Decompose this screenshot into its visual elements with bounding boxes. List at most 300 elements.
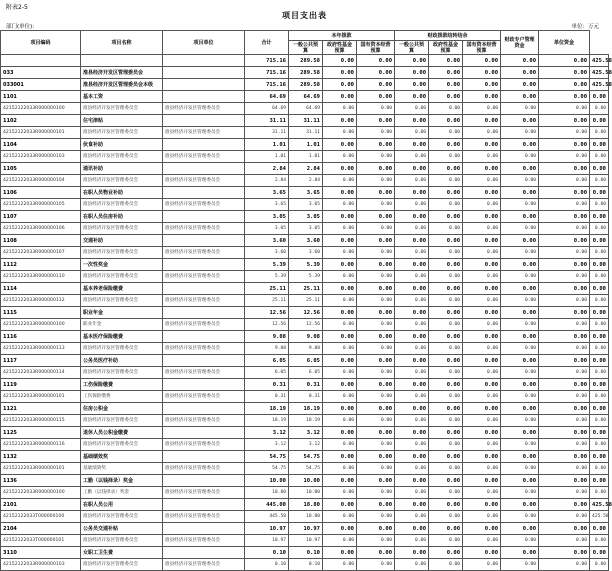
- cell-amount: 0.00: [429, 283, 463, 295]
- cell-amount: 0.00: [539, 475, 590, 487]
- cell-proj-code: 1105: [1, 163, 81, 175]
- cell-proj-code: 1119: [1, 379, 81, 391]
- cell-amount: 2.84: [289, 175, 323, 187]
- cell-proj-name: 基础绩效奖: [81, 463, 163, 475]
- cell-amount: 0.00: [357, 211, 395, 223]
- cell-amount: 0.00: [590, 247, 609, 259]
- cell-amount: 0.00: [501, 475, 539, 487]
- cell-amount: 0.00: [539, 559, 590, 571]
- table-row-category: [1, 79, 609, 91]
- table-row-item: [1, 199, 609, 211]
- table-row-item: [1, 223, 609, 235]
- cell-amount: 0.00: [429, 163, 463, 175]
- cell-proj-name: [81, 55, 163, 67]
- cell-amount: 0.00: [357, 355, 395, 367]
- table-row-item: [1, 175, 609, 187]
- cell-amount: 0.00: [463, 259, 501, 271]
- cell-amount: 0.00: [539, 331, 590, 343]
- cell-amount: 0.00: [323, 163, 357, 175]
- table-row-item: [1, 295, 609, 307]
- cell-proj-code: 42152122033R000000100: [1, 487, 81, 499]
- cell-amount: 289.58: [289, 79, 323, 91]
- cell-amount: 0.00: [463, 67, 501, 79]
- cell-amount: 0.00: [463, 127, 501, 139]
- cell-amount: 0.00: [501, 67, 539, 79]
- cell-amount: 0.00: [463, 235, 501, 247]
- cell-amount: 0.00: [429, 439, 463, 451]
- cell-amount: 0.00: [463, 175, 501, 187]
- cell-proj-name: 职业年金: [81, 319, 163, 331]
- cell-amount: 3.60: [245, 235, 289, 247]
- cell-amount: 0.00: [501, 79, 539, 91]
- cell-proj-unit: [163, 115, 245, 127]
- table-row-category: [1, 403, 609, 415]
- cell-proj-unit: 淮县经济开发区管理委员会: [163, 415, 245, 427]
- cell-amount: 0.00: [323, 535, 357, 547]
- cell-amount: 0.00: [501, 175, 539, 187]
- cell-amount: 0.00: [323, 427, 357, 439]
- cell-amount: 0.00: [463, 307, 501, 319]
- cell-amount: 0.00: [463, 499, 501, 511]
- cell-amount: 0.00: [463, 379, 501, 391]
- cell-amount: 5.39: [289, 271, 323, 283]
- cell-amount: 12.56: [245, 319, 289, 331]
- cell-amount: 0.00: [501, 259, 539, 271]
- cell-amount: 0.00: [323, 319, 357, 331]
- cell-amount: 0.00: [323, 91, 357, 103]
- cell-amount: 0.00: [323, 151, 357, 163]
- cell-proj-code: 1112: [1, 259, 81, 271]
- cell-proj-name: 一次性奖金: [81, 259, 163, 271]
- cell-amount: 0.00: [429, 547, 463, 559]
- cell-amount: 25.11: [245, 295, 289, 307]
- cell-amount: 0.00: [590, 175, 609, 187]
- cell-proj-unit: 淮县经济开发区管理委员会: [163, 319, 245, 331]
- cell-amount: 0.00: [429, 235, 463, 247]
- cell-amount: 3.12: [245, 439, 289, 451]
- cell-amount: 0.00: [590, 535, 609, 547]
- table-row-category: [1, 355, 609, 367]
- table-row-category: [1, 115, 609, 127]
- cell-amount: 0.00: [429, 511, 463, 523]
- table-row-category: [1, 307, 609, 319]
- cell-proj-name: 工勤（以钱择录）奖金: [81, 487, 163, 499]
- cell-amount: 0.10: [245, 559, 289, 571]
- cell-amount: 0.00: [501, 415, 539, 427]
- cell-proj-unit: [163, 79, 245, 91]
- cell-amount: 10.97: [245, 535, 289, 547]
- cell-proj-code: 1102: [1, 115, 81, 127]
- cell-amount: 0.00: [429, 151, 463, 163]
- cell-amount: 0.00: [539, 139, 590, 151]
- cell-amount: 0.00: [395, 403, 429, 415]
- cell-amount: 0.00: [501, 523, 539, 535]
- cell-amount: 0.00: [323, 343, 357, 355]
- cell-amount: 0.10: [289, 559, 323, 571]
- cell-amount: 2.84: [289, 163, 323, 175]
- cell-amount: 0.00: [357, 127, 395, 139]
- cell-proj-unit: 淮县经济开发区管理委员会: [163, 391, 245, 403]
- cell-amount: 0.00: [357, 499, 395, 511]
- cell-amount: 9.08: [289, 331, 323, 343]
- cell-amount: 0.00: [501, 91, 539, 103]
- cell-amount: 5.39: [245, 271, 289, 283]
- table-row-category: [1, 139, 609, 151]
- cell-proj-name: 淮县经济开发区管理委员会: [81, 271, 163, 283]
- cell-proj-name: 基本医疗保险缴费: [81, 331, 163, 343]
- cell-amount: 0.00: [501, 547, 539, 559]
- table-row-category: [1, 475, 609, 487]
- cell-amount: 289.58: [289, 67, 323, 79]
- cell-proj-name: 交通补助: [81, 235, 163, 247]
- cell-amount: 0.00: [395, 55, 429, 67]
- cell-proj-unit: 淮县经济开发区管理委员会: [163, 295, 245, 307]
- cell-amount: 9.08: [289, 343, 323, 355]
- cell-amount: 0.00: [501, 211, 539, 223]
- cell-amount: 3.12: [245, 427, 289, 439]
- project-expenditure-table: [0, 30, 612, 571]
- cell-amount: 0.00: [429, 223, 463, 235]
- cell-amount: 0.00: [395, 547, 429, 559]
- cell-proj-unit: [163, 547, 245, 559]
- cell-amount: 0.00: [429, 199, 463, 211]
- cell-amount: 0.00: [539, 451, 590, 463]
- cell-amount: 0.00: [501, 283, 539, 295]
- cell-amount: 10.97: [289, 535, 323, 547]
- cell-amount: 0.00: [590, 223, 609, 235]
- cell-amount: 0.00: [323, 211, 357, 223]
- cell-proj-unit: 淮县经济开发区管理委员会: [163, 439, 245, 451]
- cell-amount: 0.00: [463, 355, 501, 367]
- table-row-item: [1, 439, 609, 451]
- col-current-year: 本年拨款: [289, 31, 395, 41]
- cell-amount: 0.00: [501, 403, 539, 415]
- cell-amount: 0.00: [357, 175, 395, 187]
- cell-amount: 54.75: [289, 463, 323, 475]
- cell-amount: 0.00: [395, 115, 429, 127]
- cell-proj-code: 1121: [1, 403, 81, 415]
- cell-amount: 0.00: [590, 559, 609, 571]
- cell-amount: 0.00: [429, 187, 463, 199]
- cell-amount: 0.00: [590, 319, 609, 331]
- cell-amount: 0.00: [395, 559, 429, 571]
- cell-amount: 0.00: [539, 235, 590, 247]
- cell-amount: 0.00: [357, 319, 395, 331]
- cell-amount: 0.00: [323, 487, 357, 499]
- cell-amount: 0.00: [395, 235, 429, 247]
- cell-amount: 0.00: [323, 67, 357, 79]
- cell-proj-code: 2101: [1, 499, 81, 511]
- cell-amount: 0.00: [539, 271, 590, 283]
- cell-amount: 0.00: [429, 499, 463, 511]
- cell-amount: 0.00: [590, 439, 609, 451]
- cell-amount: 0.00: [590, 427, 609, 439]
- cell-proj-code: 1136: [1, 475, 81, 487]
- cell-amount: 0.00: [323, 475, 357, 487]
- cell-amount: 31.11: [289, 115, 323, 127]
- cell-amount: 0.00: [395, 127, 429, 139]
- cell-amount: 18.19: [289, 403, 323, 415]
- cell-amount: 12.56: [289, 319, 323, 331]
- cell-amount: 9.08: [245, 343, 289, 355]
- cell-amount: 0.00: [501, 295, 539, 307]
- col-special-account: 财政专户管理资金: [501, 31, 539, 55]
- cell-amount: 0.00: [590, 271, 609, 283]
- cell-amount: 0.00: [429, 463, 463, 475]
- table-row-item: [1, 127, 609, 139]
- cell-amount: 0.00: [395, 151, 429, 163]
- cell-amount: 0.00: [539, 355, 590, 367]
- col-gen-budget: 一般公共预算: [289, 41, 323, 55]
- cell-amount: 0.00: [539, 259, 590, 271]
- cell-amount: 0.00: [501, 391, 539, 403]
- table-row-category: [1, 523, 609, 535]
- cell-amount: 0.00: [463, 187, 501, 199]
- cell-proj-unit: 淮县经济开发区管理委员会: [163, 343, 245, 355]
- cell-proj-name: 住房公积金: [81, 403, 163, 415]
- cell-amount: 5.39: [245, 259, 289, 271]
- cell-amount: 0.00: [357, 199, 395, 211]
- cell-amount: 0.00: [539, 511, 590, 523]
- table-row-item: [1, 511, 609, 523]
- cell-amount: 0.00: [323, 115, 357, 127]
- cell-amount: 54.75: [245, 451, 289, 463]
- cell-proj-name: 淮县经济开发区管理委员会: [81, 559, 163, 571]
- cell-proj-unit: 淮县经济开发区管理委员会: [163, 223, 245, 235]
- cell-amount: 0.00: [590, 187, 609, 199]
- cell-proj-unit: [163, 283, 245, 295]
- cell-proj-unit: 淮县经济开发区管理委员会: [163, 535, 245, 547]
- cell-amount: 0.00: [429, 79, 463, 91]
- table-row-item: [1, 103, 609, 115]
- cell-amount: 0.00: [539, 103, 590, 115]
- cell-proj-name: 淮县经济开发区管理委员会: [81, 223, 163, 235]
- cell-proj-unit: [163, 67, 245, 79]
- cell-proj-code: 42152122033R000000105: [1, 199, 81, 211]
- cell-amount: 0.00: [357, 475, 395, 487]
- cell-amount: 0.00: [539, 223, 590, 235]
- cell-proj-code: 033001: [1, 79, 81, 91]
- cell-amount: 0.00: [429, 127, 463, 139]
- cell-amount: 0.00: [463, 163, 501, 175]
- table-row-category: [1, 499, 609, 511]
- cell-proj-name: 淮县经济开发区管理委员会: [81, 247, 163, 259]
- cell-amount: 0.00: [429, 103, 463, 115]
- col-proj-name: 项目名称: [81, 31, 163, 55]
- cell-proj-unit: [163, 331, 245, 343]
- cell-proj-code: 1125: [1, 427, 81, 439]
- cell-amount: 0.00: [429, 415, 463, 427]
- table-row-category: [1, 331, 609, 343]
- cell-amount: 0.00: [463, 487, 501, 499]
- cell-amount: 0.00: [395, 79, 429, 91]
- cell-amount: 425.58: [590, 79, 609, 91]
- cell-amount: 0.00: [357, 391, 395, 403]
- cell-amount: 0.00: [395, 475, 429, 487]
- cell-proj-name: 女职工卫生费: [81, 547, 163, 559]
- cell-amount: 0.00: [323, 235, 357, 247]
- cell-amount: 0.00: [539, 367, 590, 379]
- cell-amount: 0.00: [501, 55, 539, 67]
- cell-amount: 0.00: [429, 331, 463, 343]
- table-row-item: [1, 367, 609, 379]
- cell-amount: 0.00: [429, 475, 463, 487]
- table-row-category: [1, 187, 609, 199]
- cell-amount: 0.00: [323, 355, 357, 367]
- cell-amount: 2.84: [245, 175, 289, 187]
- cell-amount: 0.00: [357, 463, 395, 475]
- cell-amount: 0.00: [395, 331, 429, 343]
- table-row-item: [1, 391, 609, 403]
- cell-amount: 1.01: [289, 139, 323, 151]
- cell-amount: 0.00: [357, 379, 395, 391]
- cell-amount: 0.00: [323, 139, 357, 151]
- cell-amount: 64.69: [289, 103, 323, 115]
- col-total: 合计: [245, 31, 289, 55]
- cell-amount: 0.00: [429, 343, 463, 355]
- cell-amount: 0.00: [429, 367, 463, 379]
- cell-proj-unit: [163, 163, 245, 175]
- cell-amount: 0.00: [395, 319, 429, 331]
- cell-amount: 2.84: [245, 163, 289, 175]
- cell-proj-name: 基本养老保险缴费: [81, 283, 163, 295]
- cell-amount: 0.00: [539, 427, 590, 439]
- cell-proj-unit: 淮县经济开发区管理委员会: [163, 151, 245, 163]
- cell-amount: 0.00: [429, 307, 463, 319]
- cell-amount: 0.00: [463, 79, 501, 91]
- table-row-item: [1, 487, 609, 499]
- cell-amount: 0.00: [539, 127, 590, 139]
- cell-amount: 0.00: [539, 163, 590, 175]
- cell-proj-name: 基础绩效奖: [81, 451, 163, 463]
- cell-proj-code: 033: [1, 67, 81, 79]
- cell-amount: 12.56: [289, 307, 323, 319]
- cell-amount: 0.00: [429, 487, 463, 499]
- cell-amount: 0.00: [539, 343, 590, 355]
- cell-amount: 0.00: [539, 463, 590, 475]
- table-row-category: [1, 259, 609, 271]
- cell-amount: 0.00: [463, 463, 501, 475]
- cell-amount: 0.00: [357, 439, 395, 451]
- cell-amount: 0.00: [501, 115, 539, 127]
- cell-amount: 0.00: [463, 331, 501, 343]
- cell-proj-unit: 淮县经济开发区管理委员会: [163, 511, 245, 523]
- cell-proj-unit: 淮县经济开发区管理委员会: [163, 127, 245, 139]
- cell-amount: 0.00: [463, 223, 501, 235]
- cell-amount: 0.00: [463, 535, 501, 547]
- cell-proj-code: 42152122033R000000101: [1, 391, 81, 403]
- cell-amount: 0.00: [395, 367, 429, 379]
- cell-amount: 0.00: [323, 187, 357, 199]
- cell-amount: 0.10: [289, 547, 323, 559]
- cell-proj-code: 42152122033R000000113: [1, 343, 81, 355]
- cell-amount: 0.00: [357, 115, 395, 127]
- cell-amount: 0.00: [323, 463, 357, 475]
- table-row-category: [1, 67, 609, 79]
- cell-amount: 0.00: [501, 187, 539, 199]
- cell-amount: 10.00: [245, 487, 289, 499]
- table-row-category: [1, 547, 609, 559]
- cell-proj-name: 淮县经济开发区管理委员会: [81, 127, 163, 139]
- cell-amount: 0.00: [323, 439, 357, 451]
- cell-amount: 0.00: [590, 259, 609, 271]
- cell-proj-name: 淮县经济开发区管理委员会: [81, 343, 163, 355]
- cell-amount: 0.00: [501, 163, 539, 175]
- cell-amount: 0.00: [539, 523, 590, 535]
- cell-proj-name: 公务员交通补贴: [81, 523, 163, 535]
- cell-amount: 0.00: [395, 295, 429, 307]
- cell-amount: 0.00: [463, 55, 501, 67]
- cell-amount: 0.00: [539, 295, 590, 307]
- cell-amount: 1.01: [245, 151, 289, 163]
- cell-amount: 0.00: [463, 559, 501, 571]
- cell-proj-name: 在职人员公用: [81, 499, 163, 511]
- table-row-category: [1, 379, 609, 391]
- cell-amount: 0.00: [357, 187, 395, 199]
- cell-amount: 0.00: [323, 259, 357, 271]
- cell-proj-code: 1106: [1, 187, 81, 199]
- cell-amount: 0.00: [395, 391, 429, 403]
- cell-amount: 0.00: [501, 355, 539, 367]
- cell-proj-unit: 淮县经济开发区管理委员会: [163, 199, 245, 211]
- cell-amount: 0.00: [395, 247, 429, 259]
- cell-proj-name: 淮县经济开发区管理委员会: [81, 151, 163, 163]
- cell-proj-unit: [163, 211, 245, 223]
- cell-amount: 3.05: [289, 223, 323, 235]
- cell-amount: 0.00: [323, 175, 357, 187]
- cell-amount: 3.65: [289, 199, 323, 211]
- cell-amount: 0.00: [463, 103, 501, 115]
- cell-amount: 0.00: [501, 439, 539, 451]
- table-row-category: [1, 91, 609, 103]
- cell-amount: 0.00: [395, 487, 429, 499]
- page-title: 项目支出表: [282, 11, 327, 20]
- table-row-item: [1, 247, 609, 259]
- cell-proj-name: 淮县经济开发区管理委员会: [81, 415, 163, 427]
- cell-amount: 0.00: [539, 403, 590, 415]
- cell-amount: 0.00: [590, 367, 609, 379]
- cell-amount: 0.00: [357, 91, 395, 103]
- cell-proj-unit: 淮县经济开发区管理委员会: [163, 175, 245, 187]
- cell-amount: 0.00: [395, 139, 429, 151]
- cell-proj-code: 42152122033R000000115: [1, 415, 81, 427]
- cell-proj-unit: [163, 523, 245, 535]
- cell-amount: 0.00: [501, 103, 539, 115]
- cell-proj-name: 淮县经济开发区管理委员会: [81, 535, 163, 547]
- cell-amount: 0.00: [501, 499, 539, 511]
- cell-proj-code: 3110: [1, 547, 81, 559]
- cell-amount: 0.00: [501, 463, 539, 475]
- cell-amount: 0.00: [501, 235, 539, 247]
- cell-amount: 715.16: [245, 79, 289, 91]
- cell-proj-code: 42152122033R000000106: [1, 223, 81, 235]
- cell-proj-name: 淮县经济开发区管理委员会: [81, 439, 163, 451]
- cell-proj-unit: 淮县经济开发区管理委员会: [163, 463, 245, 475]
- cell-amount: 0.00: [395, 223, 429, 235]
- col-co-gen-budget: 一般公共预算: [395, 41, 429, 55]
- cell-amount: 0.00: [429, 247, 463, 259]
- cell-amount: 0.00: [463, 451, 501, 463]
- cell-proj-code: 1117: [1, 355, 81, 367]
- cell-amount: 0.00: [429, 139, 463, 151]
- cell-amount: 0.00: [395, 307, 429, 319]
- cell-amount: 0.00: [357, 451, 395, 463]
- cell-amount: 0.00: [395, 199, 429, 211]
- cell-amount: 6.05: [245, 355, 289, 367]
- col-unit-fund: 单位资金: [539, 31, 590, 55]
- cell-amount: 0.00: [357, 103, 395, 115]
- cell-amount: 0.00: [539, 211, 590, 223]
